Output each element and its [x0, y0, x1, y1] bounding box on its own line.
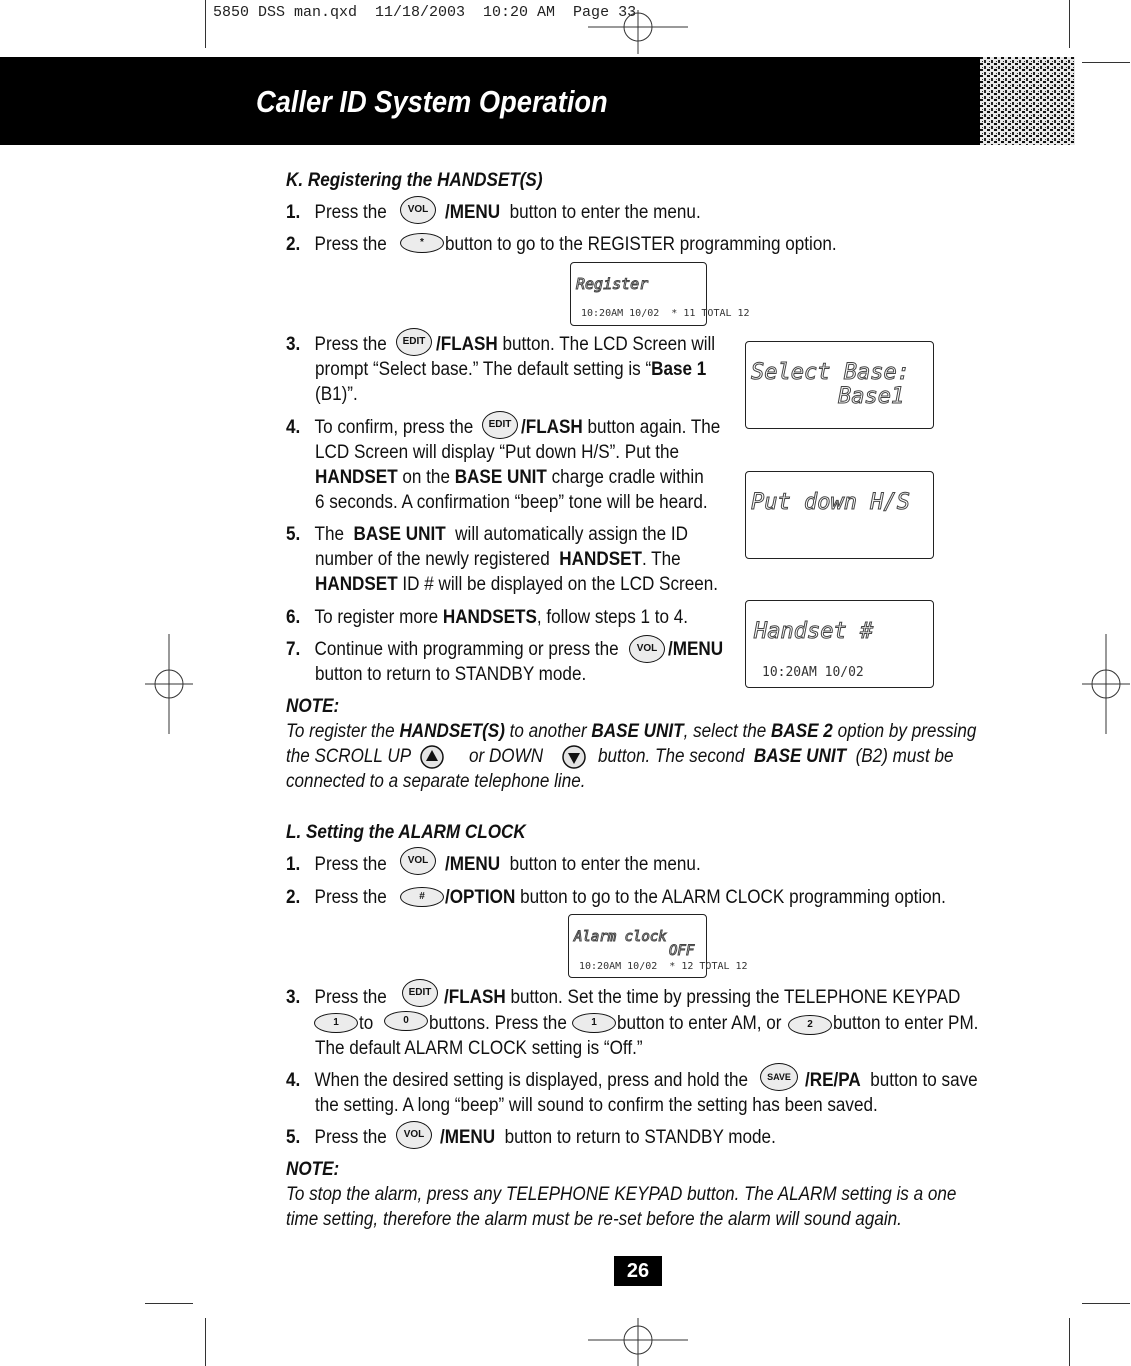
- k-step4-l2: LCD Screen will display “Put down H/S”. Put the: [315, 442, 680, 463]
- note-label: NOTE:: [286, 696, 340, 717]
- note-line1: To stop the alarm, press any TELEPHONE KEYPAD button. The ALARM setting is a one: [286, 1184, 957, 1205]
- note-text: (B2) must be: [855, 746, 954, 767]
- note-text: to another: [509, 721, 587, 742]
- lcd-status: 10:20AM 10/02: [762, 665, 864, 680]
- bold-term: BASE 2: [771, 721, 833, 742]
- l-step4: [286, 1068, 748, 1093]
- k-step1: [286, 200, 387, 225]
- crop-mark: [145, 1303, 193, 1304]
- vol-button-icon: VOL: [400, 196, 436, 224]
- note-text: button. The second: [598, 746, 745, 767]
- step-number: 3.: [286, 334, 301, 355]
- k-step7: [286, 637, 619, 662]
- l-step2-tail: [445, 885, 946, 910]
- section-k-heading: K. Registering the HANDSET(S): [286, 170, 543, 191]
- key-label: /FLASH: [521, 417, 583, 438]
- bold-term: HANDSET: [315, 467, 398, 488]
- k-step1-tail: [445, 200, 701, 225]
- k-step7-l2: button to return to STANDBY mode.: [315, 664, 587, 685]
- step-text: button to go to the ALARM CLOCK programming option.: [520, 887, 946, 908]
- step-number: 4.: [286, 417, 301, 438]
- step-text: button to enter the menu.: [509, 202, 701, 223]
- l-step3-to: to: [359, 1013, 374, 1034]
- hash-button-icon: #: [400, 887, 444, 907]
- vol-button-icon: VOL: [400, 847, 436, 875]
- crop-mark: [1082, 62, 1130, 63]
- vol-button-icon: VOL: [396, 1121, 432, 1149]
- l-step5: [286, 1125, 387, 1150]
- step-text: ID # will be displayed on the LCD Screen.: [402, 574, 718, 595]
- step-number: 6.: [286, 607, 301, 628]
- step-text: Press the: [314, 887, 387, 908]
- bold-term: HANDSET(S): [399, 721, 505, 742]
- step-text: Press the: [314, 202, 387, 223]
- k-step2: [286, 232, 387, 257]
- k-step3-l1: [436, 332, 715, 357]
- step-text: button again. The: [587, 417, 721, 438]
- vol-button-icon: VOL: [629, 635, 665, 663]
- lcd-text: Handset #: [754, 619, 874, 644]
- key-label: /MENU: [440, 1127, 496, 1148]
- step-number: 4.: [286, 1070, 301, 1091]
- key-1-button-icon: 1: [314, 1013, 358, 1033]
- key-label: /FLASH: [444, 987, 506, 1008]
- step-text: Press the: [314, 234, 387, 255]
- default-base: Base 1: [651, 359, 707, 380]
- save-button-icon: SAVE: [760, 1063, 798, 1091]
- step-text: button to enter the menu.: [509, 854, 701, 875]
- lcd-text: Put down H/S: [751, 490, 910, 515]
- note-line2b: or DOWN: [469, 746, 544, 767]
- edit-button-icon: EDIT: [482, 411, 518, 439]
- key-label: /FLASH: [436, 334, 498, 355]
- note-label: NOTE:: [286, 1159, 340, 1180]
- lcd-text: OFF: [669, 943, 695, 959]
- bold-term: HANDSET: [315, 574, 398, 595]
- note-text: , select the: [683, 721, 767, 742]
- key-label: /OPTION: [445, 887, 516, 908]
- l-step5-tail: [440, 1125, 776, 1150]
- step-number: 5.: [286, 1127, 301, 1148]
- bold-term: HANDSET: [559, 549, 642, 570]
- step-number: 2.: [286, 887, 301, 908]
- key-label: /MENU: [668, 639, 724, 660]
- key-1-button-icon: 1: [572, 1013, 616, 1033]
- lcd-status: 10:20AM 10/02 * 12 TOTAL 12: [579, 961, 748, 972]
- scroll-up-icon: [419, 744, 445, 770]
- k-step3-l2: [315, 357, 706, 382]
- note-line1: [286, 719, 976, 744]
- l-step1: [286, 852, 387, 877]
- registration-mark-icon: [1082, 634, 1130, 734]
- step-number: 3.: [286, 987, 301, 1008]
- k-step2-tail: button to go to the REGISTER programming option.: [445, 234, 837, 255]
- step-number: 1.: [286, 854, 301, 875]
- k-step5: [286, 522, 688, 547]
- registration-mark-icon: [145, 634, 193, 734]
- crop-mark: [205, 1318, 206, 1366]
- note-line3: connected to a separate telephone line.: [286, 771, 586, 792]
- key-label: /MENU: [445, 202, 501, 223]
- k-step3-l3: (B1)”.: [315, 384, 358, 405]
- k-step4-l1: [521, 415, 720, 440]
- l-step2: [286, 885, 387, 910]
- crop-mark: [1069, 0, 1070, 48]
- bold-term: BASE UNIT: [753, 746, 847, 767]
- scroll-down-icon: [561, 744, 587, 770]
- page-title: Caller ID System Operation: [256, 84, 608, 119]
- l-step1-tail: [445, 852, 701, 877]
- l-step3: [286, 985, 387, 1010]
- crop-mark: [1069, 1318, 1070, 1366]
- l-step4-l2: the setting. A long “beep” will sound to confirm the setting has been saved.: [315, 1095, 878, 1116]
- step-text: . The: [641, 549, 681, 570]
- lcd-register-display: [570, 262, 750, 326]
- lcd-text: Alarm clock: [574, 929, 667, 945]
- step-text: prompt “Select base.” The default setting is “: [315, 359, 652, 380]
- step-text: Continue with programming or press the: [314, 639, 619, 660]
- l-step3-l2c: button to enter AM, or: [617, 1013, 782, 1034]
- k-step4-l4: 6 seconds. A confirmation “beep” tone will be heard.: [315, 492, 708, 513]
- key-label: /RE/PA: [805, 1070, 861, 1091]
- lcd-text: Base1: [838, 384, 905, 409]
- step-text: will automatically assign the ID: [455, 524, 689, 545]
- lcd-put-down-display: [745, 471, 934, 559]
- edit-button-icon: EDIT: [402, 979, 438, 1007]
- lcd-alarm-display: [568, 914, 748, 978]
- page-number: 26: [614, 1256, 662, 1286]
- lcd-status: 10:20AM 10/02 * 11 TOTAL 12: [581, 308, 750, 319]
- step-text: Press the: [314, 334, 387, 355]
- step-text: To register more: [314, 607, 439, 628]
- step-text: Press the: [314, 854, 387, 875]
- step-text: When the desired setting is displayed, press and hold the: [314, 1070, 748, 1091]
- l-step3-l3: The default ALARM CLOCK setting is “Off.”: [315, 1038, 643, 1059]
- k-step5-l2: [315, 547, 681, 572]
- k-step6: [286, 605, 688, 630]
- step-text: button to save: [870, 1070, 978, 1091]
- registration-mark-icon: [588, 1318, 688, 1366]
- key-2-button-icon: 2: [788, 1015, 832, 1035]
- l-step3-l2b: buttons. Press the: [429, 1013, 567, 1034]
- lcd-handset-display: [745, 600, 934, 688]
- step-text: on the: [402, 467, 450, 488]
- note-text: To register the: [286, 721, 395, 742]
- bold-term: BASE UNIT: [454, 467, 547, 488]
- k-step4-l3: [315, 465, 704, 490]
- step-text: button. The LCD Screen will: [502, 334, 716, 355]
- k-step4: [286, 415, 473, 440]
- step-text: number of the newly registered: [315, 549, 550, 570]
- edit-button-icon: EDIT: [396, 328, 432, 356]
- note-line2c: [598, 744, 953, 769]
- star-button-icon: *: [400, 233, 444, 253]
- k-step7-key: [668, 637, 723, 662]
- step-text: button to return to STANDBY mode.: [504, 1127, 776, 1148]
- step-number: 5.: [286, 524, 301, 545]
- note-text: option by pressing: [837, 721, 977, 742]
- bold-term: HANDSETS: [442, 607, 537, 628]
- step-number: 2.: [286, 234, 301, 255]
- halftone-pattern: [980, 57, 1075, 145]
- step-text: Press the: [314, 1127, 387, 1148]
- step-text: To confirm, press the: [314, 417, 474, 438]
- lcd-text: Select Base:: [751, 360, 910, 385]
- note-line2: time setting, therefore the alarm must be re-set before the alarm will sound again.: [286, 1209, 902, 1230]
- bold-term: BASE UNIT: [591, 721, 684, 742]
- note-line2a: the SCROLL UP: [286, 746, 412, 767]
- step-text: charge cradle within: [551, 467, 704, 488]
- crop-mark: [205, 0, 206, 48]
- registration-mark-icon: [588, 10, 688, 54]
- crop-mark: [1082, 1303, 1130, 1304]
- lcd-select-base-display: [745, 341, 934, 429]
- key-label: /MENU: [445, 854, 501, 875]
- k-step3: [286, 332, 387, 357]
- l-step4-l1: [805, 1068, 978, 1093]
- key-0-button-icon: 0: [384, 1011, 428, 1031]
- step-text: The: [314, 524, 345, 545]
- lcd-text: Register: [576, 275, 649, 293]
- step-number: 7.: [286, 639, 301, 660]
- print-slug: 5850 DSS man.qxd 11/18/2003 10:20 AM Page 33: [213, 4, 637, 21]
- step-text: button. Set the time by pressing the TELEPHONE KEYPAD: [510, 987, 961, 1008]
- l-step3-l1: [444, 985, 960, 1010]
- k-step5-l3: [315, 572, 718, 597]
- step-text: Press the: [314, 987, 387, 1008]
- step-number: 1.: [286, 202, 301, 223]
- section-l-heading: L. Setting the ALARM CLOCK: [286, 822, 526, 843]
- bold-term: BASE UNIT: [353, 524, 446, 545]
- step-text: , follow steps 1 to 4.: [536, 607, 689, 628]
- l-step3-l2d: button to enter PM.: [833, 1013, 979, 1034]
